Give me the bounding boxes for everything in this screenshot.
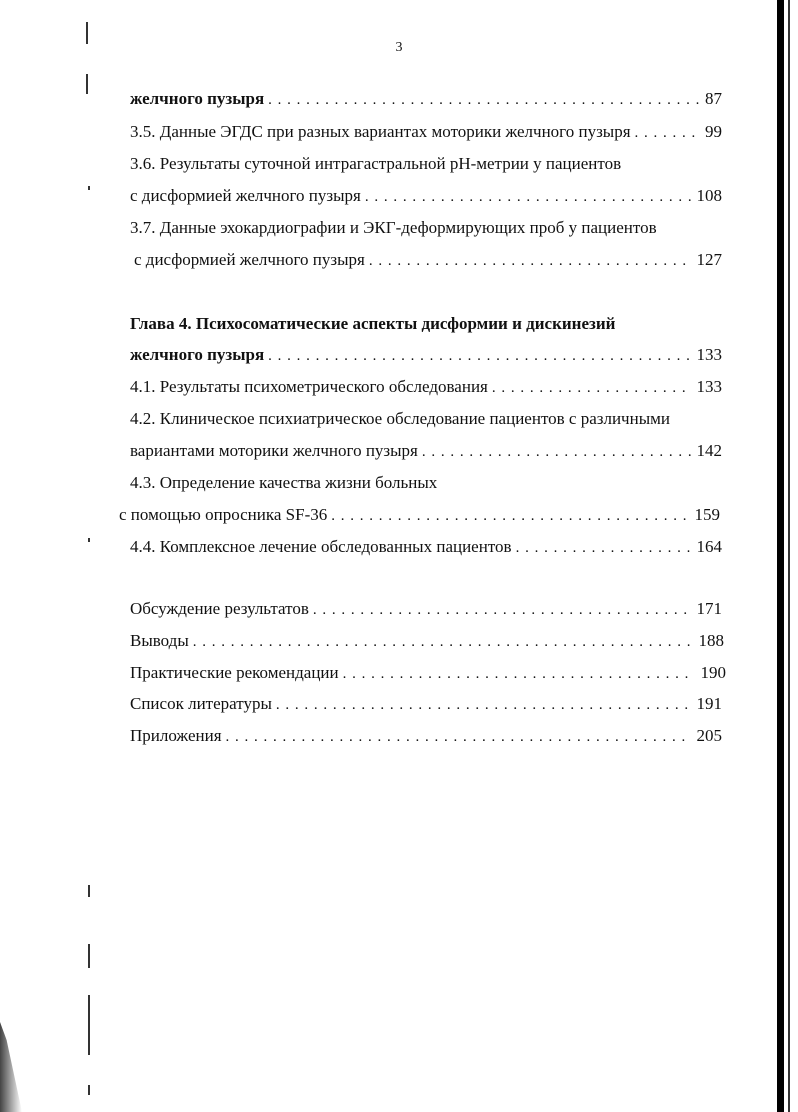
toc-entry-label: с дисформией желчного пузыря [134,250,365,269]
page-number: 3 [395,40,403,55]
dot-leader [268,89,699,111]
dot-leader [268,345,690,367]
scan-border-right-thin [788,0,790,1112]
toc-entry [130,536,722,559]
toc-entry [130,598,722,621]
toc-entry [134,249,722,272]
toc-entry [130,185,722,208]
toc-entry-label: 4.4. Комплексное лечение обследованных пациентов [130,537,512,556]
toc-entry-label: 3.5. Данные ЭГДС при разных вариантах моторики желчного пузыря [130,122,631,141]
toc-entry-page: 159 [694,505,720,524]
scan-speck [88,885,90,897]
toc-entry-page: 133 [696,377,722,396]
toc-entry-label: желчного пузыря [130,89,265,108]
toc-entry-page: 190 [700,663,726,682]
toc-entry-label: 4.1. Результаты психометрического обследования [130,377,488,396]
toc-entry-label: 4.3. Определение качества жизни больных [130,473,438,492]
scan-speck [86,74,88,94]
toc-entry [130,630,724,653]
toc-entry-label: Список литературы [130,694,272,713]
toc-entry-label: с помощью опросника SF-36 [119,505,328,524]
toc-entry-label: Обсуждение результатов [130,599,309,618]
toc-entry-page: 164 [696,537,722,556]
dot-leader [193,631,693,653]
dot-leader [369,250,691,272]
toc-entry-page: 171 [696,599,722,618]
toc-entry-page: 133 [696,345,722,364]
dot-leader [635,122,699,144]
toc-entry-page: 205 [696,726,722,745]
toc-entry-page: 142 [696,441,722,460]
dot-leader [422,441,691,463]
scan-speck [88,944,90,968]
toc-entry-page: 127 [696,250,722,269]
toc-entry-page: 99 [705,122,722,141]
toc-entry [130,121,722,144]
scan-speck [86,22,88,44]
scan-shadow-corner [0,1022,22,1112]
toc-entry-label: Приложения [130,726,222,745]
toc-entry-label: с дисформией желчного пузыря [130,186,361,205]
scan-border-right [777,0,784,1112]
dot-leader [226,726,691,748]
toc-entry-label: 3.7. Данные эхокардиографии и ЭКГ-деформирующих проб у пациентов [130,218,657,237]
dot-leader [331,505,688,527]
scan-speck [88,1085,90,1095]
toc-entry [130,662,726,685]
toc-entry [130,440,722,463]
toc-entry [130,376,722,399]
dot-leader [313,599,691,621]
scan-speck [88,538,90,542]
toc-entry [130,344,722,367]
toc-entry-label: Выводы [130,631,189,650]
toc-entry-label: вариантами моторики желчного пузыря [130,441,418,460]
chapter-title: Глава 4. Психосоматические аспекты дисформии и дискинезий [130,314,616,333]
toc-entry-label: Практические рекомендации [130,663,339,682]
toc-entry [119,504,720,527]
toc-entry-label: желчного пузыря [130,345,265,364]
toc-entry [130,693,722,716]
toc-entry-label: 3.6. Результаты суточной интрагастральной рН-метрии у пациентов [130,154,622,173]
toc-entry [130,725,722,748]
toc-entry-page: 108 [696,186,722,205]
scan-speck [88,186,90,190]
toc-entry-label: 4.2. Клиническое психиатрическое обследование пациентов с различными [130,409,670,428]
dot-leader [516,537,691,559]
toc-entry [130,88,722,111]
dot-leader [343,663,695,685]
toc-entry-page: 188 [698,631,724,650]
dot-leader [492,377,691,399]
scan-speck [88,995,90,1055]
toc-entry-page: 191 [696,694,722,713]
dot-leader [365,186,691,208]
toc-entry-page: 87 [705,89,722,108]
dot-leader [276,694,691,716]
